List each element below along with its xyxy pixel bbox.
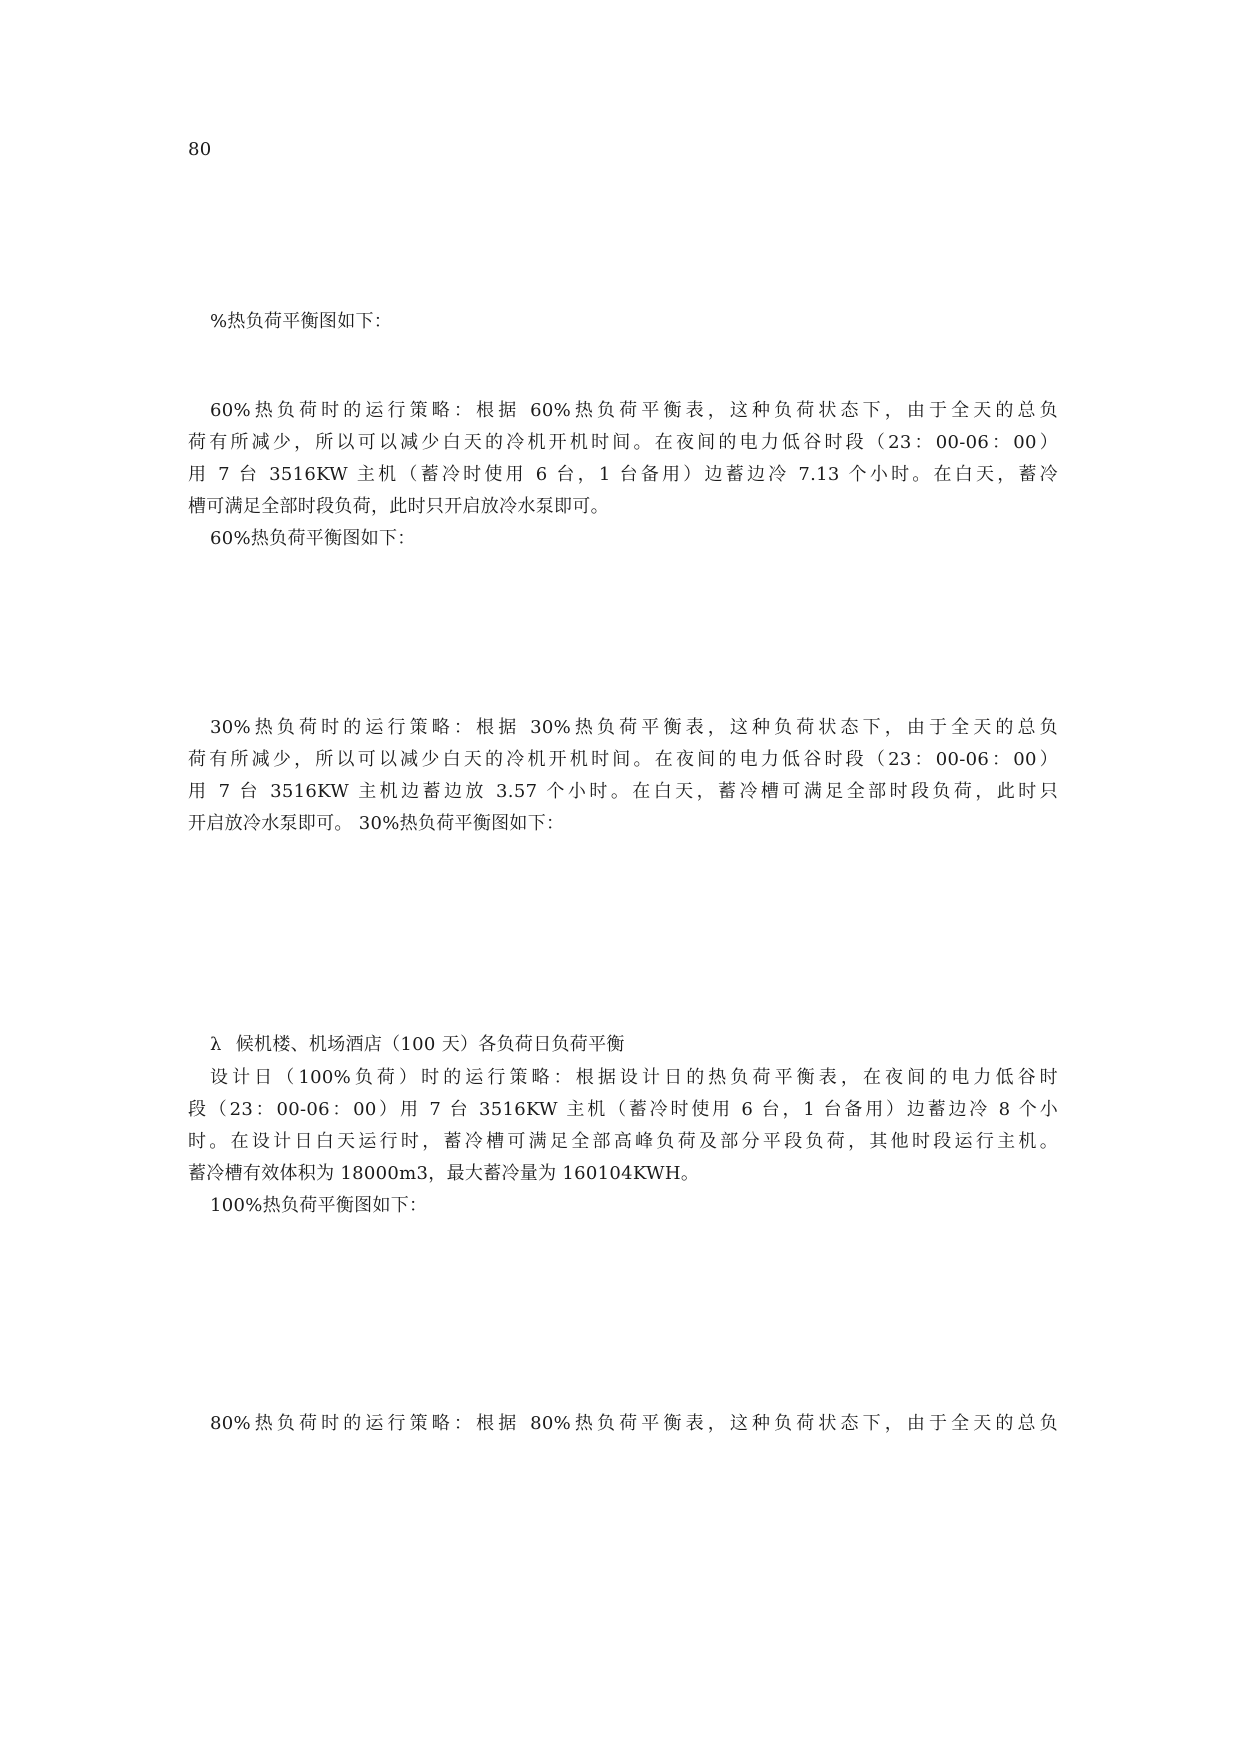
page-number: 80 xyxy=(188,139,212,160)
paragraph-line: 时。在设计日白天运行时，蓄冷槽可满足全部高峰负荷及部分平段负荷，其他时段运行主机。 xyxy=(188,1131,1058,1152)
caption-100-percent-chart: 100%热负荷平衡图如下： xyxy=(210,1195,428,1216)
paragraph-line: 荷有所减少，所以可以减少白天的冷机开机时间。在夜间的电力低谷时段（23：00-06：00） xyxy=(188,749,1058,770)
paragraph-line: 荷有所减少，所以可以减少白天的冷机开机时间。在夜间的电力低谷时段（23：00-06：00） xyxy=(188,432,1058,453)
paragraph-design-day-strategy xyxy=(188,1062,1058,1190)
paragraph-line: 设计日（100%负荷）时的运行策略：根据设计日的热负荷平衡表，在夜间的电力低谷时 xyxy=(210,1067,1058,1088)
paragraph-80-percent-strategy xyxy=(188,1408,1058,1440)
paragraph-line: 段（23：00-06：00）用 7 台 3516KW 主机（蓄冷时使用 6 台，1 台备用）边蓄边冷 8 个小 xyxy=(188,1099,1058,1120)
paragraph-60-percent-strategy xyxy=(188,395,1058,523)
paragraph-line: 用 7 台 3516KW 主机边蓄边放 3.57 个小时。在白天，蓄冷槽可满足全部时段负荷，此时只 xyxy=(188,781,1058,802)
section-heading xyxy=(210,1029,625,1061)
paragraph-line: 80%热负荷时的运行策略：根据 80%热负荷平衡表，这种负荷状态下，由于全天的总负 xyxy=(210,1413,1058,1434)
paragraph-line: 30%热负荷时的运行策略：根据 30%热负荷平衡表，这种负荷状态下，由于全天的总负 xyxy=(210,717,1058,738)
paragraph-30-percent-strategy xyxy=(188,712,1058,840)
paragraph-line: 槽可满足全部时段负荷，此时只开启放冷水泵即可。 xyxy=(188,496,609,517)
caption-60-percent-chart: 60%热负荷平衡图如下： xyxy=(210,528,416,549)
caption-heat-balance-chart: %热负荷平衡图如下： xyxy=(210,311,393,332)
paragraph-line: 60%热负荷时的运行策略：根据 60%热负荷平衡表，这种负荷状态下，由于全天的总负 xyxy=(210,400,1058,421)
section-heading-text: 候机楼、机场酒店（100 天）各负荷日负荷平衡 xyxy=(235,1034,625,1055)
paragraph-line: 蓄冷槽有效体积为 18000m3，最大蓄冷量为 160104KWH。 xyxy=(188,1163,700,1184)
paragraph-line: 用 7 台 3516KW 主机（蓄冷时使用 6 台，1 台备用）边蓄边冷 7.13 个小时。在白天，蓄冷 xyxy=(188,464,1058,485)
bullet-lambda-icon: λ xyxy=(210,1034,222,1055)
paragraph-line: 开启放冷水泵即可。 30%热负荷平衡图如下： xyxy=(188,813,565,834)
